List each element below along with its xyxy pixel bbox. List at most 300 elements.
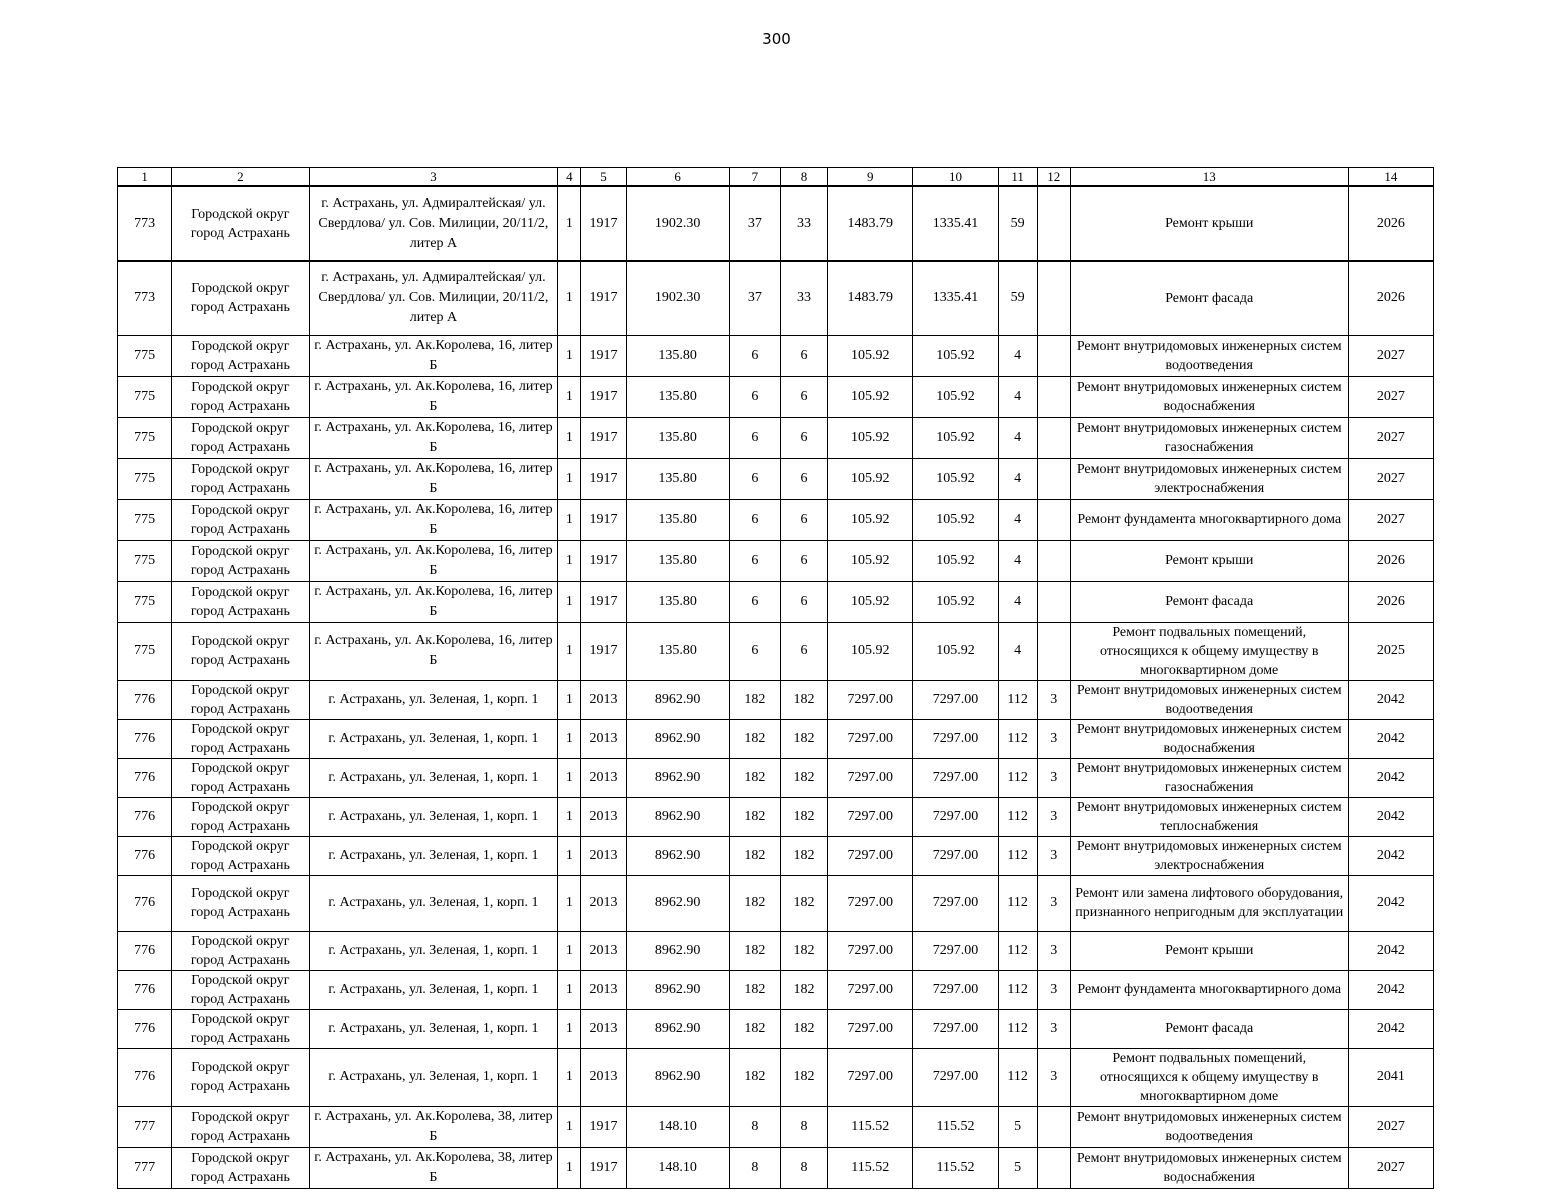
- address-cell: г. Астрахань, ул. Зеленая, 1, корп. 1: [309, 680, 558, 719]
- column-header-9: 9: [828, 168, 913, 187]
- table-row: [118, 970, 1434, 1009]
- area-10-cell: 1335.41: [913, 261, 998, 335]
- row-number-cell: 776: [118, 758, 172, 797]
- col-4-cell: 1: [558, 875, 581, 931]
- planned-year-cell: 2042: [1348, 797, 1433, 836]
- col-7-cell: 182: [729, 758, 780, 797]
- table-row: [118, 261, 1434, 335]
- build-year-cell: 1917: [581, 335, 626, 376]
- address-cell: г. Астрахань, ул. Ак.Королева, 16, литер Б: [309, 458, 558, 499]
- col-12-cell: 3: [1037, 970, 1070, 1009]
- col-12-cell: [1037, 1106, 1070, 1147]
- planned-year-cell: 2026: [1348, 261, 1433, 335]
- col-4-cell: 1: [558, 499, 581, 540]
- address-cell: г. Астрахань, ул. Зеленая, 1, корп. 1: [309, 719, 558, 758]
- residents-cell: 5: [998, 1106, 1037, 1147]
- column-header-14: 14: [1348, 168, 1433, 187]
- planned-year-cell: 2042: [1348, 875, 1433, 931]
- total-area-cell: 8962.90: [626, 1009, 729, 1048]
- col-7-cell: 182: [729, 1009, 780, 1048]
- total-area-cell: 8962.90: [626, 875, 729, 931]
- col-8-cell: 182: [780, 875, 827, 931]
- area-9-cell: 105.92: [828, 376, 913, 417]
- row-number-cell: 776: [118, 931, 172, 970]
- col-7-cell: 6: [729, 499, 780, 540]
- area-10-cell: 105.92: [913, 581, 998, 622]
- table-row: [118, 622, 1434, 680]
- col-4-cell: 1: [558, 1048, 581, 1106]
- residents-cell: 4: [998, 581, 1037, 622]
- municipality-cell: Городской округ город Астрахань: [172, 376, 309, 417]
- row-number-cell: 775: [118, 540, 172, 581]
- work-type-cell: Ремонт внутридомовых инженерных систем водоотведения: [1070, 335, 1348, 376]
- area-9-cell: 7297.00: [828, 875, 913, 931]
- col-4-cell: 1: [558, 931, 581, 970]
- table-row: [118, 1048, 1434, 1106]
- area-9-cell: 1483.79: [828, 261, 913, 335]
- col-12-cell: [1037, 335, 1070, 376]
- table-body: [118, 186, 1434, 1188]
- col-12-cell: 3: [1037, 875, 1070, 931]
- work-type-cell: Ремонт внутридомовых инженерных систем водоснабжения: [1070, 376, 1348, 417]
- municipality-cell: Городской округ город Астрахань: [172, 1106, 309, 1147]
- planned-year-cell: 2041: [1348, 1048, 1433, 1106]
- row-number-cell: 776: [118, 1009, 172, 1048]
- column-header-6: 6: [626, 168, 729, 187]
- planned-year-cell: 2042: [1348, 758, 1433, 797]
- area-10-cell: 7297.00: [913, 719, 998, 758]
- col-12-cell: [1037, 261, 1070, 335]
- planned-year-cell: 2042: [1348, 931, 1433, 970]
- col-8-cell: 33: [780, 186, 827, 261]
- col-8-cell: 6: [780, 581, 827, 622]
- work-type-cell: Ремонт подвальных помещений, относящихся к общему имуществу в многоквартирном доме: [1070, 1048, 1348, 1106]
- row-number-cell: 775: [118, 458, 172, 499]
- area-9-cell: 105.92: [828, 622, 913, 680]
- col-4-cell: 1: [558, 458, 581, 499]
- col-4-cell: 1: [558, 540, 581, 581]
- row-number-cell: 775: [118, 581, 172, 622]
- area-9-cell: 105.92: [828, 499, 913, 540]
- area-10-cell: 7297.00: [913, 1048, 998, 1106]
- total-area-cell: 135.80: [626, 376, 729, 417]
- build-year-cell: 2013: [581, 758, 626, 797]
- col-7-cell: 182: [729, 970, 780, 1009]
- total-area-cell: 135.80: [626, 417, 729, 458]
- address-cell: г. Астрахань, ул. Ак.Королева, 16, литер Б: [309, 622, 558, 680]
- table-row: [118, 758, 1434, 797]
- planned-year-cell: 2042: [1348, 836, 1433, 875]
- work-type-cell: Ремонт крыши: [1070, 186, 1348, 261]
- municipality-cell: Городской округ город Астрахань: [172, 499, 309, 540]
- area-10-cell: 7297.00: [913, 1009, 998, 1048]
- address-cell: г. Астрахань, ул. Зеленая, 1, корп. 1: [309, 970, 558, 1009]
- row-number-cell: 777: [118, 1106, 172, 1147]
- area-10-cell: 7297.00: [913, 680, 998, 719]
- municipality-cell: Городской округ город Астрахань: [172, 622, 309, 680]
- work-type-cell: Ремонт фасада: [1070, 1009, 1348, 1048]
- table-row: [118, 836, 1434, 875]
- row-number-cell: 776: [118, 680, 172, 719]
- address-cell: г. Астрахань, ул. Ак.Королева, 16, литер Б: [309, 499, 558, 540]
- work-type-cell: Ремонт внутридомовых инженерных систем водоснабжения: [1070, 719, 1348, 758]
- total-area-cell: 135.80: [626, 622, 729, 680]
- row-number-cell: 776: [118, 797, 172, 836]
- row-number-cell: 776: [118, 875, 172, 931]
- area-10-cell: 7297.00: [913, 836, 998, 875]
- work-type-cell: Ремонт фасада: [1070, 261, 1348, 335]
- planned-year-cell: 2042: [1348, 719, 1433, 758]
- col-4-cell: 1: [558, 581, 581, 622]
- row-number-cell: 775: [118, 622, 172, 680]
- address-cell: г. Астрахань, ул. Ак.Королева, 16, литер Б: [309, 581, 558, 622]
- work-type-cell: Ремонт крыши: [1070, 931, 1348, 970]
- col-4-cell: 1: [558, 376, 581, 417]
- build-year-cell: 1917: [581, 499, 626, 540]
- col-7-cell: 6: [729, 540, 780, 581]
- table-row: [118, 1147, 1434, 1188]
- address-cell: г. Астрахань, ул. Ак.Королева, 16, литер Б: [309, 376, 558, 417]
- table-row: [118, 719, 1434, 758]
- col-8-cell: 6: [780, 499, 827, 540]
- capital-repair-table: [117, 167, 1434, 1189]
- address-cell: г. Астрахань, ул. Зеленая, 1, корп. 1: [309, 836, 558, 875]
- col-8-cell: 6: [780, 376, 827, 417]
- area-10-cell: 7297.00: [913, 875, 998, 931]
- col-4-cell: 1: [558, 186, 581, 261]
- address-cell: г. Астрахань, ул. Ак.Королева, 38, литер Б: [309, 1106, 558, 1147]
- row-number-cell: 776: [118, 1048, 172, 1106]
- residents-cell: 112: [998, 931, 1037, 970]
- column-header-8: 8: [780, 168, 827, 187]
- col-12-cell: 3: [1037, 836, 1070, 875]
- area-9-cell: 7297.00: [828, 1009, 913, 1048]
- col-4-cell: 1: [558, 622, 581, 680]
- col-8-cell: 182: [780, 719, 827, 758]
- col-4-cell: 1: [558, 797, 581, 836]
- row-number-cell: 776: [118, 970, 172, 1009]
- work-type-cell: Ремонт внутридомовых инженерных систем водоотведения: [1070, 680, 1348, 719]
- work-type-cell: Ремонт внутридомовых инженерных систем газоснабжения: [1070, 417, 1348, 458]
- col-8-cell: 8: [780, 1106, 827, 1147]
- municipality-cell: Городской округ город Астрахань: [172, 836, 309, 875]
- area-9-cell: 115.52: [828, 1147, 913, 1188]
- table-row: [118, 376, 1434, 417]
- table-row: [118, 1009, 1434, 1048]
- row-number-cell: 776: [118, 836, 172, 875]
- work-type-cell: Ремонт фундамента многоквартирного дома: [1070, 499, 1348, 540]
- col-7-cell: 6: [729, 581, 780, 622]
- build-year-cell: 1917: [581, 1147, 626, 1188]
- area-10-cell: 105.92: [913, 499, 998, 540]
- col-8-cell: 182: [780, 1009, 827, 1048]
- total-area-cell: 135.80: [626, 581, 729, 622]
- col-12-cell: [1037, 417, 1070, 458]
- build-year-cell: 2013: [581, 931, 626, 970]
- area-9-cell: 105.92: [828, 335, 913, 376]
- column-header-7: 7: [729, 168, 780, 187]
- total-area-cell: 148.10: [626, 1147, 729, 1188]
- residents-cell: 112: [998, 758, 1037, 797]
- row-number-cell: 775: [118, 417, 172, 458]
- planned-year-cell: 2027: [1348, 1147, 1433, 1188]
- col-12-cell: [1037, 581, 1070, 622]
- area-10-cell: 1335.41: [913, 186, 998, 261]
- work-type-cell: Ремонт фундамента многоквартирного дома: [1070, 970, 1348, 1009]
- col-8-cell: 182: [780, 680, 827, 719]
- col-4-cell: 1: [558, 836, 581, 875]
- municipality-cell: Городской округ город Астрахань: [172, 458, 309, 499]
- build-year-cell: 2013: [581, 875, 626, 931]
- table-row: [118, 540, 1434, 581]
- residents-cell: 59: [998, 186, 1037, 261]
- municipality-cell: Городской округ город Астрахань: [172, 261, 309, 335]
- col-7-cell: 182: [729, 836, 780, 875]
- build-year-cell: 2013: [581, 680, 626, 719]
- column-header-11: 11: [998, 168, 1037, 187]
- address-cell: г. Астрахань, ул. Ак.Королева, 16, литер Б: [309, 335, 558, 376]
- total-area-cell: 8962.90: [626, 797, 729, 836]
- col-4-cell: 1: [558, 417, 581, 458]
- build-year-cell: 2013: [581, 719, 626, 758]
- col-8-cell: 182: [780, 758, 827, 797]
- col-4-cell: 1: [558, 335, 581, 376]
- planned-year-cell: 2027: [1348, 458, 1433, 499]
- build-year-cell: 2013: [581, 1048, 626, 1106]
- build-year-cell: 1917: [581, 581, 626, 622]
- table-row: [118, 186, 1434, 261]
- work-type-cell: Ремонт внутридомовых инженерных систем электроснабжения: [1070, 458, 1348, 499]
- work-type-cell: Ремонт внутридомовых инженерных систем газоснабжения: [1070, 758, 1348, 797]
- residents-cell: 112: [998, 875, 1037, 931]
- residents-cell: 5: [998, 1147, 1037, 1188]
- col-8-cell: 33: [780, 261, 827, 335]
- col-8-cell: 182: [780, 797, 827, 836]
- work-type-cell: Ремонт внутридомовых инженерных систем теплоснабжения: [1070, 797, 1348, 836]
- total-area-cell: 8962.90: [626, 758, 729, 797]
- col-8-cell: 6: [780, 622, 827, 680]
- work-type-cell: Ремонт фасада: [1070, 581, 1348, 622]
- residents-cell: 112: [998, 680, 1037, 719]
- col-12-cell: [1037, 540, 1070, 581]
- col-4-cell: 1: [558, 719, 581, 758]
- municipality-cell: Городской округ город Астрахань: [172, 417, 309, 458]
- col-7-cell: 182: [729, 1048, 780, 1106]
- area-10-cell: 7297.00: [913, 797, 998, 836]
- area-10-cell: 7297.00: [913, 931, 998, 970]
- col-7-cell: 6: [729, 458, 780, 499]
- col-8-cell: 182: [780, 836, 827, 875]
- col-4-cell: 1: [558, 1147, 581, 1188]
- column-header-10: 10: [913, 168, 998, 187]
- municipality-cell: Городской округ город Астрахань: [172, 1147, 309, 1188]
- area-10-cell: 7297.00: [913, 970, 998, 1009]
- residents-cell: 4: [998, 540, 1037, 581]
- build-year-cell: 1917: [581, 540, 626, 581]
- residents-cell: 112: [998, 1048, 1037, 1106]
- column-header-5: 5: [581, 168, 626, 187]
- col-12-cell: 3: [1037, 931, 1070, 970]
- build-year-cell: 2013: [581, 1009, 626, 1048]
- municipality-cell: Городской округ город Астрахань: [172, 1048, 309, 1106]
- municipality-cell: Городской округ город Астрахань: [172, 875, 309, 931]
- build-year-cell: 2013: [581, 797, 626, 836]
- address-cell: г. Астрахань, ул. Ак.Королева, 38, литер Б: [309, 1147, 558, 1188]
- residents-cell: 4: [998, 335, 1037, 376]
- col-12-cell: [1037, 458, 1070, 499]
- planned-year-cell: 2027: [1348, 1106, 1433, 1147]
- column-header-13: 13: [1070, 168, 1348, 187]
- residents-cell: 4: [998, 622, 1037, 680]
- municipality-cell: Городской округ город Астрахань: [172, 797, 309, 836]
- build-year-cell: 2013: [581, 970, 626, 1009]
- col-7-cell: 8: [729, 1106, 780, 1147]
- address-cell: г. Астрахань, ул. Адмиралтейская/ ул. Свердлова/ ул. Сов. Милиции, 20/11/2, литер А: [309, 186, 558, 261]
- total-area-cell: 8962.90: [626, 836, 729, 875]
- table-row: [118, 458, 1434, 499]
- area-9-cell: 105.92: [828, 417, 913, 458]
- col-8-cell: 182: [780, 931, 827, 970]
- area-9-cell: 7297.00: [828, 931, 913, 970]
- area-10-cell: 105.92: [913, 417, 998, 458]
- area-10-cell: 105.92: [913, 622, 998, 680]
- col-12-cell: 3: [1037, 680, 1070, 719]
- address-cell: г. Астрахань, ул. Ак.Королева, 16, литер Б: [309, 540, 558, 581]
- col-4-cell: 1: [558, 261, 581, 335]
- col-8-cell: 6: [780, 417, 827, 458]
- col-7-cell: 37: [729, 186, 780, 261]
- municipality-cell: Городской округ город Астрахань: [172, 1009, 309, 1048]
- planned-year-cell: 2042: [1348, 680, 1433, 719]
- planned-year-cell: 2042: [1348, 970, 1433, 1009]
- col-12-cell: [1037, 186, 1070, 261]
- area-9-cell: 115.52: [828, 1106, 913, 1147]
- row-number-cell: 775: [118, 499, 172, 540]
- page-number: 300: [762, 30, 791, 48]
- col-7-cell: 182: [729, 875, 780, 931]
- area-9-cell: 7297.00: [828, 758, 913, 797]
- col-12-cell: [1037, 499, 1070, 540]
- build-year-cell: 1917: [581, 1106, 626, 1147]
- address-cell: г. Астрахань, ул. Зеленая, 1, корп. 1: [309, 758, 558, 797]
- col-4-cell: 1: [558, 758, 581, 797]
- col-7-cell: 182: [729, 719, 780, 758]
- build-year-cell: 1917: [581, 622, 626, 680]
- column-header-3: 3: [309, 168, 558, 187]
- row-number-cell: 773: [118, 261, 172, 335]
- area-9-cell: 105.92: [828, 581, 913, 622]
- residents-cell: 4: [998, 499, 1037, 540]
- col-12-cell: 3: [1037, 1048, 1070, 1106]
- table-row: [118, 1106, 1434, 1147]
- planned-year-cell: 2042: [1348, 1009, 1433, 1048]
- table-row: [118, 499, 1434, 540]
- col-4-cell: 1: [558, 970, 581, 1009]
- planned-year-cell: 2027: [1348, 417, 1433, 458]
- address-cell: г. Астрахань, ул. Ак.Королева, 16, литер Б: [309, 417, 558, 458]
- total-area-cell: 1902.30: [626, 261, 729, 335]
- total-area-cell: 135.80: [626, 335, 729, 376]
- area-9-cell: 7297.00: [828, 1048, 913, 1106]
- col-12-cell: 3: [1037, 758, 1070, 797]
- col-8-cell: 6: [780, 540, 827, 581]
- build-year-cell: 2013: [581, 836, 626, 875]
- total-area-cell: 135.80: [626, 540, 729, 581]
- residents-cell: 4: [998, 376, 1037, 417]
- area-9-cell: 105.92: [828, 540, 913, 581]
- col-8-cell: 6: [780, 335, 827, 376]
- area-10-cell: 115.52: [913, 1147, 998, 1188]
- address-cell: г. Астрахань, ул. Адмиралтейская/ ул. Свердлова/ ул. Сов. Милиции, 20/11/2, литер А: [309, 261, 558, 335]
- row-number-cell: 776: [118, 719, 172, 758]
- address-cell: г. Астрахань, ул. Зеленая, 1, корп. 1: [309, 797, 558, 836]
- address-cell: г. Астрахань, ул. Зеленая, 1, корп. 1: [309, 931, 558, 970]
- col-12-cell: [1037, 622, 1070, 680]
- area-9-cell: 7297.00: [828, 797, 913, 836]
- residents-cell: 112: [998, 836, 1037, 875]
- municipality-cell: Городской округ город Астрахань: [172, 540, 309, 581]
- municipality-cell: Городской округ город Астрахань: [172, 970, 309, 1009]
- col-8-cell: 182: [780, 1048, 827, 1106]
- col-7-cell: 6: [729, 417, 780, 458]
- column-header-12: 12: [1037, 168, 1070, 187]
- total-area-cell: 8962.90: [626, 970, 729, 1009]
- work-type-cell: Ремонт внутридомовых инженерных систем электроснабжения: [1070, 836, 1348, 875]
- col-7-cell: 6: [729, 376, 780, 417]
- col-12-cell: [1037, 1147, 1070, 1188]
- municipality-cell: Городской округ город Астрахань: [172, 758, 309, 797]
- table-row: [118, 581, 1434, 622]
- header-row: [118, 168, 1434, 187]
- residents-cell: 112: [998, 1009, 1037, 1048]
- planned-year-cell: 2026: [1348, 581, 1433, 622]
- total-area-cell: 8962.90: [626, 680, 729, 719]
- column-header-1: 1: [118, 168, 172, 187]
- col-7-cell: 6: [729, 622, 780, 680]
- table-row: [118, 680, 1434, 719]
- planned-year-cell: 2025: [1348, 622, 1433, 680]
- col-8-cell: 182: [780, 970, 827, 1009]
- col-12-cell: 3: [1037, 719, 1070, 758]
- area-10-cell: 105.92: [913, 458, 998, 499]
- col-12-cell: 3: [1037, 797, 1070, 836]
- planned-year-cell: 2026: [1348, 186, 1433, 261]
- total-area-cell: 135.80: [626, 458, 729, 499]
- area-10-cell: 105.92: [913, 540, 998, 581]
- row-number-cell: 775: [118, 335, 172, 376]
- residents-cell: 59: [998, 261, 1037, 335]
- table-row: [118, 875, 1434, 931]
- area-9-cell: 7297.00: [828, 719, 913, 758]
- build-year-cell: 1917: [581, 186, 626, 261]
- municipality-cell: Городской округ город Астрахань: [172, 581, 309, 622]
- area-10-cell: 105.92: [913, 376, 998, 417]
- col-8-cell: 8: [780, 1147, 827, 1188]
- municipality-cell: Городской округ город Астрахань: [172, 719, 309, 758]
- municipality-cell: Городской округ город Астрахань: [172, 680, 309, 719]
- residents-cell: 112: [998, 797, 1037, 836]
- total-area-cell: 148.10: [626, 1106, 729, 1147]
- residents-cell: 112: [998, 970, 1037, 1009]
- address-cell: г. Астрахань, ул. Зеленая, 1, корп. 1: [309, 1048, 558, 1106]
- area-9-cell: 7297.00: [828, 970, 913, 1009]
- total-area-cell: 8962.90: [626, 719, 729, 758]
- col-8-cell: 6: [780, 458, 827, 499]
- col-7-cell: 182: [729, 931, 780, 970]
- area-10-cell: 115.52: [913, 1106, 998, 1147]
- total-area-cell: 8962.90: [626, 1048, 729, 1106]
- build-year-cell: 1917: [581, 261, 626, 335]
